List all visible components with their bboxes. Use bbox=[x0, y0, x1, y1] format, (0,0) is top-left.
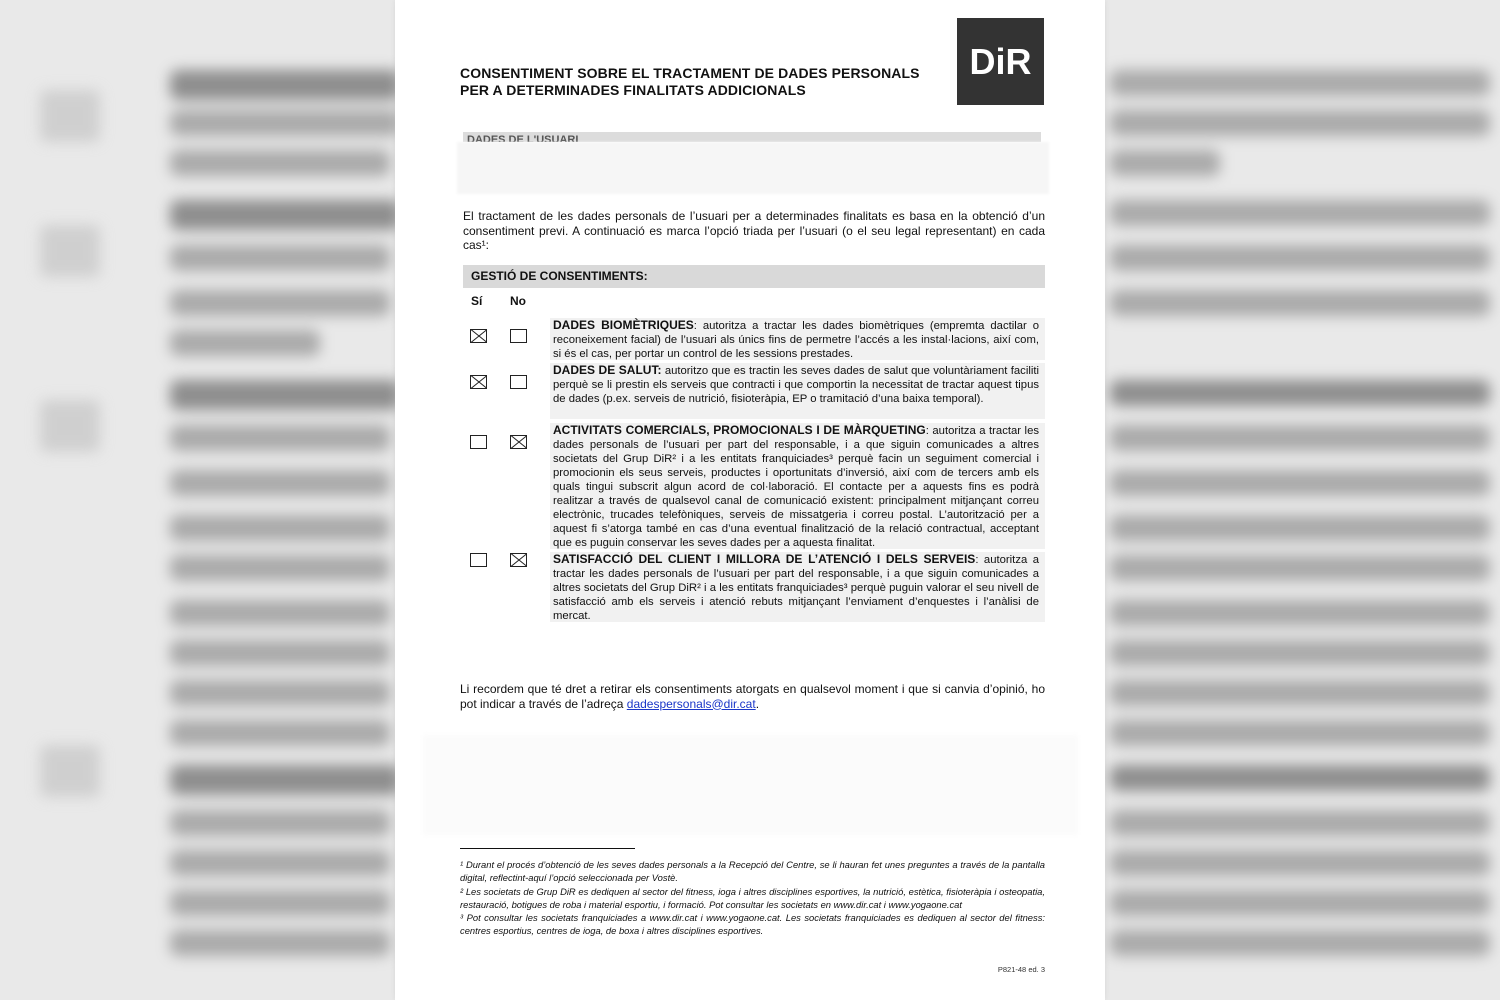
consent-yes-checkbox[interactable] bbox=[470, 553, 487, 567]
consent-text: : autoritza a tractar les dades biomètriques (empremta dactilar o reconeixement facial) de l’usuari als únics fins de permetre l’accés a les instal·lacions, així com, si és el cas, per portar un control de les sessions prestades. bbox=[553, 320, 1039, 360]
footnotes bbox=[460, 858, 1045, 938]
consent-no-checkbox[interactable] bbox=[510, 329, 527, 343]
email-link[interactable]: dadespersonals@dir.cat bbox=[626, 696, 756, 711]
reminder-text: Li recordem que té dret a retirar els consentiments atorgats en qualsevol moment i que si canvia d’opinió, ho pot indicar a través de l’adreça bbox=[460, 682, 1045, 711]
user-data-redacted-area bbox=[457, 142, 1049, 194]
logo-text: DiR bbox=[969, 40, 1032, 82]
footnote-divider bbox=[460, 848, 635, 849]
consent-item-health bbox=[550, 363, 1045, 419]
consent-title: SATISFACCIÓ DEL CLIENT I MILLORA DE L’ATENCIÓ I DELS SERVEIS bbox=[553, 552, 976, 566]
title-line-2: PER A DETERMINADES FINALITATS ADDICIONALS bbox=[460, 82, 806, 98]
consent-text: : autoritza a tractar les dades personals de l’usuari per part del responsable, i a que siguin comunicades a altres societats del Grup DiR² i a les entitats franquiciades³ perquè facin un seguiment comercial i promocionin els seus serveis, productes i oportunitats d’inversió, així com de tercers amb els quals tingui subscrit algun acord de col·laboració. El contacte per a aquests fins es podrà realitzar a través de qualsevol canal de comunicació existent: principalment mitjançant correu electrònic, trucades telefòniques, serveis de missatgeria i correu postal. L’autorització per a aquest fi s’atorga també en cas d’una eventual finalització de la relació contractual, acceptant que es puguin conservar les seves dades per a aquesta finalitat. bbox=[553, 425, 1039, 549]
footnote-1: ¹ Durant el procés d’obtenció de les seves dades personals a la Recepció del Centre, se li hauran fet unes preguntes a través de la pantalla digital, reflectint-aquí l’opció seleccionada per Vostè. bbox=[460, 859, 1045, 884]
redacted-signature-area bbox=[423, 735, 1078, 835]
consent-heading: GESTIÓ DE CONSENTIMENTS: bbox=[471, 269, 648, 283]
column-yes-label: Sí bbox=[471, 294, 483, 308]
column-no-label: No bbox=[510, 294, 526, 308]
consent-no-checkbox[interactable] bbox=[510, 435, 527, 449]
consent-yes-checkbox[interactable] bbox=[470, 329, 487, 343]
document-title bbox=[460, 65, 960, 99]
reminder-paragraph bbox=[460, 682, 1045, 711]
consent-yes-checkbox[interactable] bbox=[470, 375, 487, 389]
consent-title: DADES DE SALUT: bbox=[553, 363, 662, 377]
consent-item-satisfaction bbox=[550, 552, 1045, 622]
consent-yes-checkbox[interactable] bbox=[470, 435, 487, 449]
consent-text: : autoritza a tractar les dades personals de l’usuari per part del responsable, i a que siguin comunicades a altres societats del Grup DiR² i a les entitats franquiciades³ perquè puguin valorar el seu nivell de satisfacció amb els serveis i atenció rebuts mitjançant l’enviament d’enquestes i l’anàlisi de mercat. bbox=[553, 554, 1039, 622]
consent-no-checkbox[interactable] bbox=[510, 553, 527, 567]
consent-item-biometric bbox=[550, 318, 1045, 360]
consent-no-checkbox[interactable] bbox=[510, 375, 527, 389]
dir-logo bbox=[957, 18, 1044, 105]
consent-text: autoritzo que es tractin les seves dades de salut que voluntàriament faciliti perquè se li prestin els serveis que contracti i que comportin la necessitat de tractar aquest tipus de dades (p.ex. serveis de nutrició, fisioteràpia, EP o tramitació d’una baixa temporal). bbox=[553, 365, 1039, 405]
consent-item-marketing bbox=[550, 423, 1045, 549]
document-page bbox=[395, 0, 1105, 1000]
consent-section-header bbox=[463, 265, 1045, 288]
user-section-label: DADES DE L'USUARI bbox=[467, 134, 579, 142]
consent-title: DADES BIOMÈTRIQUES bbox=[553, 318, 694, 332]
consent-title: ACTIVITATS COMERCIALS, PROMOCIONALS I DE MÀRQUETING bbox=[553, 423, 926, 437]
intro-paragraph: El tractament de les dades personals de l’usuari per a determinades finalitats es basa en la obtenció d’un consentiment previ. A continuació es marca l’opció triada per l’usuari (o el seu legal representant) en cada cas¹: bbox=[463, 209, 1045, 252]
footnote-3: ³ Pot consultar les societats franquiciades a www.dir.cat i www.yogaone.cat. Les societats franquiciades es dediquen al sector del fitness: centres esportius, centres de ioga, de boxa i altres disciplines esportives. bbox=[460, 912, 1045, 937]
document-code: P821-48 ed. 3 bbox=[997, 965, 1045, 974]
user-data-section-header bbox=[463, 132, 1041, 142]
reminder-end: . bbox=[755, 696, 760, 711]
footnote-2: ² Les societats de Grup DiR es dediquen al sector del fitness, ioga i altres disciplines esportives, la nutrició, estètica, fisioteràpia i osteopatia, restauració, botigues de roba i material esportiu, i formació. Pot consultar les societats en www.dir.cat i www.yogaone.cat bbox=[460, 885, 1045, 910]
title-line-1: CONSENTIMENT SOBRE EL TRACTAMENT DE DADES PERSONALS bbox=[460, 65, 920, 81]
